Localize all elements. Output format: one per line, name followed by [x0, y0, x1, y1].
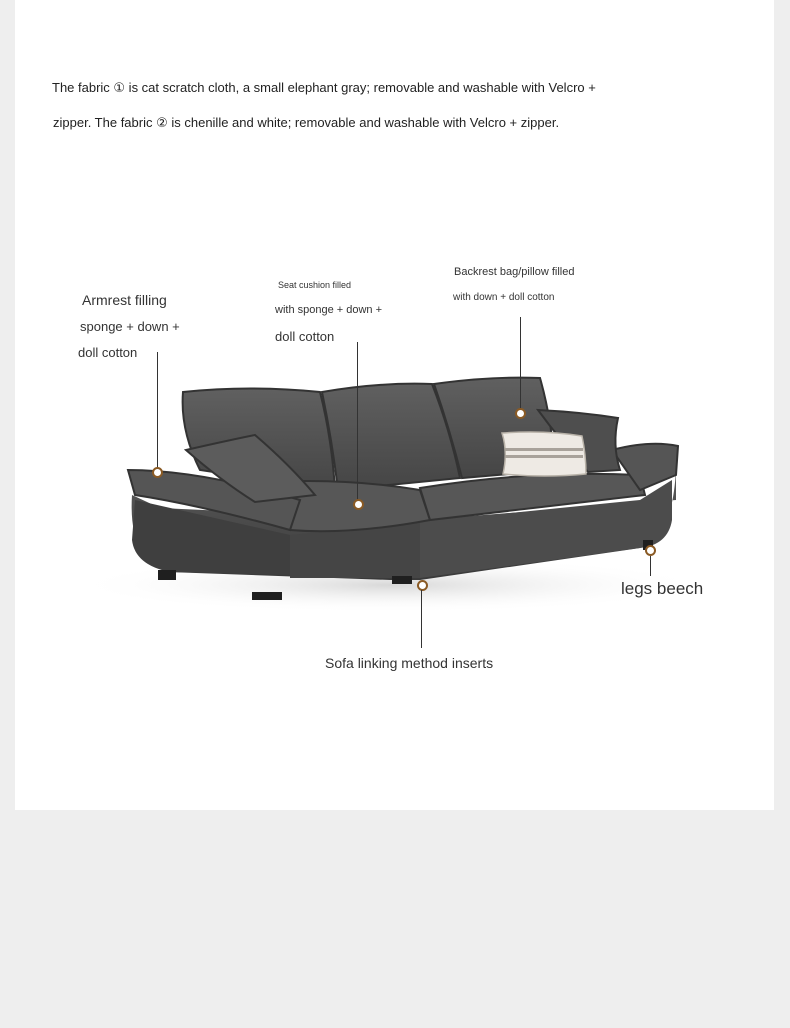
backrest-marker: [515, 408, 526, 419]
seat-leader-line: [357, 342, 358, 500]
legs-leader-line: [650, 556, 651, 576]
backrest-leader-line: [520, 317, 521, 409]
intro-text-line-1: The fabric ① is cat scratch cloth, a small elephant gray; removable and washable with Velcro +: [52, 80, 596, 95]
pillow-stripe: [505, 455, 583, 458]
armrest-line1: sponge + down +: [80, 319, 180, 334]
linking-marker: [417, 580, 428, 591]
armrest-leader-line: [157, 352, 158, 470]
seat-title: Seat cushion filled: [278, 280, 352, 290]
leg-back-left: [252, 592, 282, 600]
backrest-line1: with down + doll cotton: [453, 292, 555, 303]
pillow-stripe: [505, 448, 583, 451]
seat-line1: with sponge + down +: [275, 304, 383, 316]
backrest-title: Backrest bag/pillow filled: [454, 266, 575, 278]
leg-front-left: [158, 570, 176, 580]
linking-title: Sofa linking method inserts: [325, 655, 494, 671]
armrest-line2: doll cotton: [78, 345, 138, 360]
leg-front-center: [392, 576, 412, 584]
intro-text-line-2: zipper. The fabric ② is chenille and white; removable and washable with Velcro + zipper.: [53, 115, 560, 130]
legs-title: legs beech: [621, 579, 704, 598]
armrest-marker: [152, 467, 163, 478]
seat-marker: [353, 499, 364, 510]
legs-marker: [645, 545, 656, 556]
seat-line2: doll cotton: [275, 329, 335, 344]
throw-pillow-striped: [502, 432, 586, 476]
linking-leader-line: [421, 590, 422, 648]
armrest-title: Armrest filling: [82, 292, 167, 308]
